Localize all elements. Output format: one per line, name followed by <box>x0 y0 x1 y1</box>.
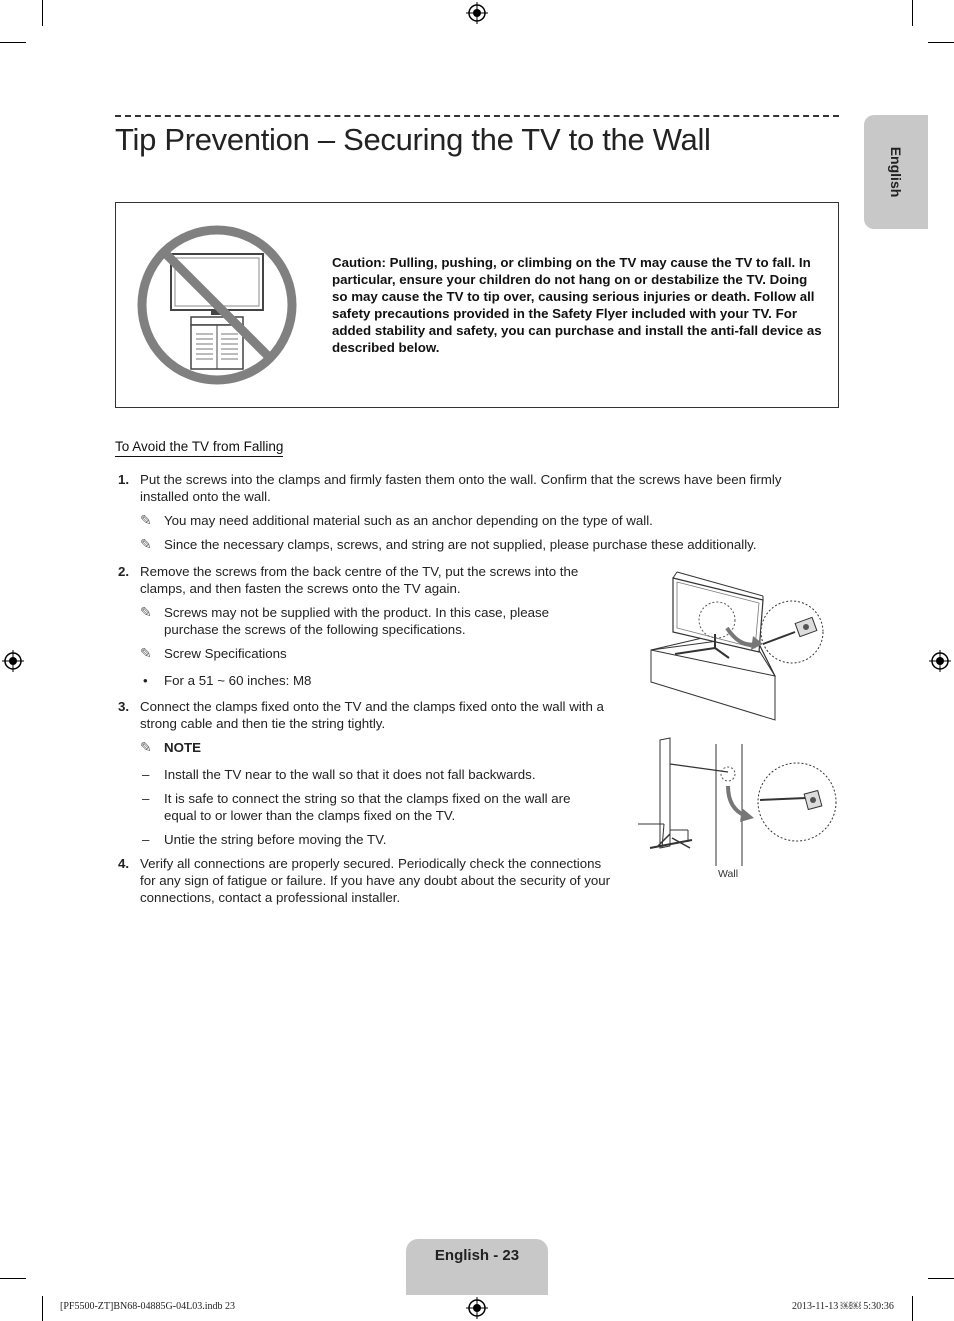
title-divider <box>115 115 839 117</box>
step-text: Put the screws into the clamps and firmly fasten them onto the wall. Confirm that the screws have been firmly installed onto the wall. <box>140 472 782 504</box>
tv-wall-cable-illustration <box>636 734 841 876</box>
language-side-tab <box>864 115 928 229</box>
note-pencil-icon: ✎ <box>140 645 152 661</box>
crop-mark <box>0 1278 26 1279</box>
crop-mark <box>912 1296 913 1321</box>
bullet-text: For a 51 ~ 60 inches: M8 <box>164 673 312 688</box>
dash-text: Install the TV near to the wall so that it does not fall backwards. <box>164 767 536 782</box>
print-date: 2013-11-13 ￼￼ 5:30:36 <box>792 1301 894 1312</box>
dash-text: Untie the string before moving the TV. <box>164 832 387 847</box>
step-number: 1. <box>118 472 130 487</box>
dash-glyph: – <box>142 767 150 782</box>
note-text: You may need additional material such as an anchor depending on the type of wall. <box>164 513 653 528</box>
note-pencil-icon: ✎ <box>140 739 152 755</box>
note-text: Screws may not be supplied with the product. In this case, please purchase the screws of the following specifications. <box>164 605 550 637</box>
bullet-glyph: • <box>143 673 148 688</box>
crop-mark <box>928 42 954 43</box>
side-tab-label: English <box>888 146 904 198</box>
note-pencil-icon: ✎ <box>140 512 152 528</box>
step-text: Verify all connections are properly secured. Periodically check the connections for any sign of fatigue or failure. If you have any doubt about the security of your connections, contact a professional installer. <box>140 856 611 905</box>
crop-mark <box>912 0 913 26</box>
dash-text: It is safe to connect the string so that the clamps fixed on the wall are equal to or lower than the clamps fixed on the TV. <box>164 791 571 823</box>
note-text: Screw Specifications <box>164 646 287 661</box>
page-number: English - 23 <box>434 1247 520 1264</box>
step-text: Remove the screws from the back centre of the TV, put the screws into the clamps, and then fasten the screws onto the TV again. <box>140 564 579 596</box>
registration-mark-icon <box>2 650 24 672</box>
no-climbing-warning-icon <box>136 224 298 386</box>
note-pencil-icon: ✎ <box>140 536 152 552</box>
crop-mark <box>42 0 43 26</box>
registration-mark-icon <box>466 1297 488 1319</box>
print-file-name: [PF5500-ZT]BN68-04885G-04L03.indb 23 <box>60 1301 235 1312</box>
page-title: Tip Prevention – Securing the TV to the Wall <box>115 122 711 157</box>
note-pencil-icon: ✎ <box>140 604 152 620</box>
wall-label: Wall <box>718 868 739 880</box>
registration-mark-icon <box>929 650 951 672</box>
crop-mark <box>928 1278 954 1279</box>
section-subheading: To Avoid the TV from Falling <box>115 439 283 457</box>
registration-mark-icon <box>466 2 488 24</box>
note-label: NOTE <box>164 740 201 755</box>
caution-text: Caution: Pulling, pushing, or climbing on the TV may cause the TV to fall. In particular, ensure your children do not hang on or destabilize the TV. Doing so may cause the TV to tip over, causing serious injuries or death. Follow all safety precautions provided in the Safety Flyer included with your TV. For added stability and safety, you can purchase and install the anti-fall device as described below. <box>332 255 822 355</box>
page-number-tab <box>406 1239 548 1295</box>
step-number: 2. <box>118 564 130 579</box>
step-text: Connect the clamps fixed onto the TV and the clamps fixed onto the wall with a strong cable and then tie the string tightly. <box>140 699 604 731</box>
dash-glyph: – <box>142 832 150 847</box>
step-number: 4. <box>118 856 130 871</box>
note-text: Since the necessary clamps, screws, and string are not supplied, please purchase these additionally. <box>164 537 757 552</box>
step-number: 3. <box>118 699 130 714</box>
dash-glyph: – <box>142 791 150 806</box>
crop-mark <box>42 1296 43 1321</box>
tv-clamp-illustration <box>645 570 840 722</box>
crop-mark <box>0 42 26 43</box>
